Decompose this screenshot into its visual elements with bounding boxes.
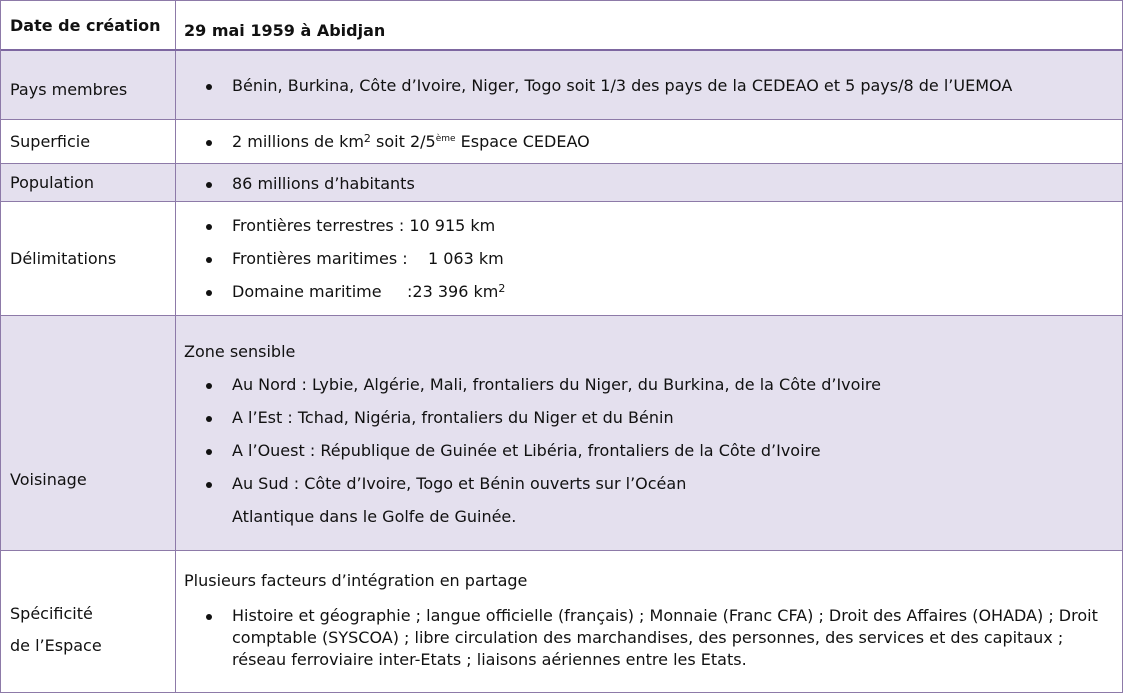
voisinage-item: Au Nord : Lybie, Algérie, Mali, frontaliers du Niger, du Burkina, de la Côte d’Ivoire (232, 375, 881, 394)
bullet-icon (206, 224, 212, 230)
header-label: Date de création (1, 1, 176, 49)
header-value: 29 mai 1959 à Abidjan (184, 21, 386, 40)
bullet-icon (206, 84, 212, 90)
bullet-icon (206, 383, 212, 389)
voisinage-continuation: Atlantique dans le Golfe de Guinée. (232, 507, 517, 526)
pays-membres-item: Bénin, Burkina, Côte d’Ivoire, Niger, Togo soit 1/3 des pays de la CEDEAO et 5 pays/8 de l’UEMOA (232, 76, 1013, 95)
row-population (1, 164, 1122, 202)
superficie-item: 2 millions de $km^2$ soit 2/5ème Espace CEDEAO (232, 132, 590, 151)
bullet-icon (206, 140, 212, 146)
delimitations-label: Délimitations (1, 202, 176, 315)
voisinage-intro: Zone sensible (184, 342, 296, 361)
row-delimitations (1, 202, 1122, 316)
row-pays-membres (1, 51, 1122, 120)
bullet-icon (206, 449, 212, 455)
delimitation-item: Frontières maritimes : 1 063 km (232, 249, 504, 268)
voisinage-item: A l’Ouest : République de Guinée et Libéria, frontaliers de la Côte d’Ivoire (232, 441, 821, 460)
voisinage-item: A l’Est : Tchad, Nigéria, frontaliers du Niger et du Bénin (232, 408, 674, 427)
bullet-icon (206, 416, 212, 422)
voisinage-label: Voisinage (1, 316, 176, 550)
specificite-label-line2: de l’Espace (10, 635, 102, 655)
header-row (1, 1, 1122, 51)
delimitation-item: Frontières terrestres : 10 915 km (232, 216, 496, 235)
pays-membres-label: Pays membres (1, 51, 176, 119)
specificite-item-line: comptable (SYSCOA) ; libre circulation des marchandises, des personnes, des services et des capitaux ; (232, 628, 1064, 647)
bullet-icon (206, 482, 212, 488)
superficie-label: Superficie (1, 120, 176, 163)
bullet-icon (206, 182, 212, 188)
specificite-item-line: réseau ferroviaire inter-Etats ; liaisons aériennes entre les Etats. (232, 650, 747, 669)
population-label: Population (1, 164, 176, 201)
bullet-icon (206, 290, 212, 296)
row-voisinage (1, 316, 1122, 551)
bullet-icon (206, 614, 212, 620)
delimitation-item: Domaine maritime :23 396 $km^2$ (232, 282, 506, 301)
voisinage-item: Au Sud : Côte d’Ivoire, Togo et Bénin ouverts sur l’Océan (232, 474, 687, 493)
bullet-icon (206, 257, 212, 263)
specificite-intro: Plusieurs facteurs d’intégration en partage (184, 571, 528, 590)
population-item: 86 millions d’habitants (232, 174, 415, 193)
specificite-label-line1: Spécificité (10, 603, 93, 623)
row-superficie (1, 120, 1122, 164)
row-specificite (1, 551, 1122, 692)
specificite-item-line: Histoire et géographie ; langue officielle (français) ; Monnaie (Franc CFA) ; Droit des Affaires (OHADA) ; Droit (232, 606, 1098, 625)
